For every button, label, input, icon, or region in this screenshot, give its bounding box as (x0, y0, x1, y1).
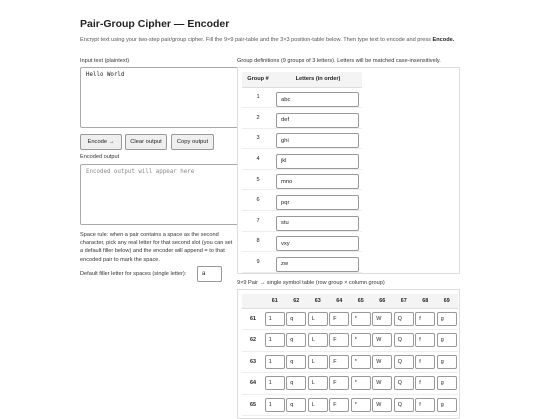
page-title: Pair-Group Cipher — Encoder (80, 18, 230, 30)
pair-symbol-input[interactable] (415, 333, 435, 347)
pair-symbol-input[interactable] (351, 312, 371, 326)
pair-symbol-input[interactable] (286, 312, 306, 326)
groups-table (242, 72, 362, 273)
pair-cell (415, 351, 437, 373)
pair-symbol-input[interactable] (329, 333, 349, 347)
pair-symbol-input[interactable] (437, 355, 457, 369)
pair-symbol-input[interactable] (351, 333, 371, 347)
intro-bold: Encode. (432, 37, 455, 43)
pair-symbol-input[interactable] (308, 355, 328, 369)
group-number: 5 (242, 169, 274, 190)
pair-symbol-input[interactable] (415, 355, 435, 369)
pair-symbol-input[interactable] (265, 333, 285, 347)
pair-symbol-input[interactable] (329, 376, 349, 390)
pair-cell (350, 373, 372, 395)
filler-letter-input[interactable] (197, 266, 222, 282)
pair-cell (415, 308, 437, 330)
pair-body (242, 308, 458, 416)
pair-cell (436, 330, 458, 352)
group-letters-cell (274, 190, 362, 211)
pair-cell (329, 330, 351, 352)
group-row (242, 108, 362, 129)
pair-symbol-input[interactable] (394, 355, 414, 369)
pair-symbol-input[interactable] (308, 333, 328, 347)
pair-column-header: 65 (350, 294, 372, 308)
pair-column-header: 66 (372, 294, 394, 308)
pair-row-header: 61 (242, 308, 264, 330)
pair-cell (350, 330, 372, 352)
group-letters-input[interactable] (276, 92, 359, 107)
pair-table-panel (237, 289, 460, 419)
pair-cell (436, 308, 458, 330)
pair-cell (264, 330, 286, 352)
pair-symbol-input[interactable] (286, 333, 306, 347)
pair-row-header: 62 (242, 330, 264, 352)
pair-row-header: 64 (242, 373, 264, 395)
pair-symbol-input[interactable] (351, 376, 371, 390)
pair-symbol-input[interactable] (415, 376, 435, 390)
pair-cell (372, 330, 394, 352)
pair-symbol-input[interactable] (372, 355, 392, 369)
pair-cell (264, 373, 286, 395)
pair-cell (393, 373, 415, 395)
pair-symbol-input[interactable] (286, 355, 306, 369)
pair-symbol-input[interactable] (372, 312, 392, 326)
pair-cell (329, 351, 351, 373)
group-letters-input[interactable] (276, 174, 359, 189)
pair-cell (329, 308, 351, 330)
pair-row-header: 63 (242, 351, 264, 373)
pair-cell (436, 351, 458, 373)
group-number: 3 (242, 128, 274, 149)
group-letters-cell (274, 169, 362, 190)
filler-label: Default filler letter for spaces (single letter): (80, 271, 187, 277)
pair-symbol-input[interactable] (394, 312, 414, 326)
group-letters-cell (274, 149, 362, 170)
group-number: 7 (242, 211, 274, 232)
group-letters-input[interactable] (276, 133, 359, 148)
pair-cell (286, 351, 308, 373)
pair-column-header: 68 (415, 294, 437, 308)
groups-header-letters: Letters (in order) (274, 72, 362, 87)
groups-body (242, 87, 362, 272)
pair-cell (372, 308, 394, 330)
pair-symbol-input[interactable] (308, 376, 328, 390)
pair-symbol-input[interactable] (394, 376, 414, 390)
pair-cell (264, 308, 286, 330)
group-row (242, 128, 362, 149)
group-letters-cell (274, 128, 362, 149)
encode-button[interactable]: Encode → (80, 134, 122, 150)
pair-symbol-input[interactable] (437, 333, 457, 347)
pair-table-label: 9×9 Pair → single symbol table (row group × column group) (237, 280, 385, 286)
pair-cell (286, 308, 308, 330)
pair-cell (307, 373, 329, 395)
pair-cell (350, 351, 372, 373)
pair-row (242, 330, 458, 352)
group-row (242, 190, 362, 211)
group-number: 2 (242, 108, 274, 129)
plaintext-input[interactable] (80, 67, 239, 128)
group-letters-input[interactable] (276, 216, 359, 231)
group-row (242, 211, 362, 232)
pair-header-row (242, 294, 458, 308)
group-number: 4 (242, 149, 274, 170)
pair-symbol-input[interactable] (308, 312, 328, 326)
pair-symbol-input[interactable] (265, 376, 285, 390)
copy-output-button[interactable]: Copy output (171, 134, 214, 150)
pair-column-header: 61 (264, 294, 286, 308)
output-label: Encoded output (80, 154, 120, 160)
input-label: Input text (plaintext) (80, 58, 130, 64)
intro-text (80, 36, 460, 44)
group-letters-input[interactable] (276, 113, 359, 128)
group-letters-input[interactable] (276, 257, 359, 272)
group-letters-cell (274, 87, 362, 108)
pair-row (242, 373, 458, 395)
pair-symbol-input[interactable] (415, 312, 435, 326)
intro-body: Encrypt text using your two-step pair/group cipher. Fill the 9×9 pair-table and the 3×3 position-table below. Then type text to encode and press (80, 37, 433, 43)
pair-symbol-input[interactable] (372, 376, 392, 390)
group-letters-input[interactable] (276, 154, 359, 169)
pair-column-header: 62 (286, 294, 308, 308)
pair-symbol-input[interactable] (265, 355, 285, 369)
pair-symbol-input[interactable] (265, 312, 285, 326)
group-number: 8 (242, 231, 274, 252)
pair-cell (350, 308, 372, 330)
pair-cell (286, 330, 308, 352)
group-letters-input[interactable] (276, 195, 359, 210)
pair-symbol-input[interactable] (394, 333, 414, 347)
pair-cell (329, 373, 351, 395)
pair-cell (393, 308, 415, 330)
space-rule-text: Space rule: when a pair contains a space as the second character, pick any real letter for that second slot (you can set a default filler below) and the encoder will append = to that encoded pair to mark the space. (80, 232, 233, 263)
pair-symbol-input[interactable] (329, 312, 349, 326)
group-row (242, 169, 362, 190)
group-number: 6 (242, 190, 274, 211)
pair-header-corner (242, 294, 264, 308)
group-letters-cell (274, 108, 362, 129)
pair-cell (372, 373, 394, 395)
group-row (242, 87, 362, 108)
pair-cell (286, 373, 308, 395)
pair-cell (393, 330, 415, 352)
pair-symbol-input[interactable] (329, 355, 349, 369)
group-row (242, 252, 362, 273)
pair-cell (264, 351, 286, 373)
groups-header-row (242, 72, 362, 87)
pair-cell (307, 308, 329, 330)
pair-symbol-input[interactable] (372, 333, 392, 347)
pair-column-header: 67 (393, 294, 415, 308)
pair-symbol-input[interactable] (437, 376, 457, 390)
pair-cell (415, 330, 437, 352)
pair-table (242, 294, 458, 416)
pair-cell (372, 351, 394, 373)
groups-label: Group definitions (9 groups of 3 letters). Letters will be matched case-insensitively. (237, 58, 441, 64)
group-number: 9 (242, 252, 274, 273)
pair-cell (436, 373, 458, 395)
pair-column-header: 69 (436, 294, 458, 308)
pair-column-header: 63 (307, 294, 329, 308)
pair-column-header: 64 (329, 294, 351, 308)
pair-cell (415, 373, 437, 395)
groups-header-num: Group # (242, 72, 274, 87)
pair-row (242, 351, 458, 373)
group-row (242, 149, 362, 170)
pair-cell (307, 330, 329, 352)
pair-symbol-input[interactable] (437, 312, 457, 326)
encoded-output[interactable] (80, 164, 239, 225)
pair-cell (307, 351, 329, 373)
clear-output-button[interactable]: Clear output (125, 134, 167, 150)
group-letters-cell (274, 252, 362, 273)
group-letters-cell (274, 231, 362, 252)
groups-panel (237, 67, 460, 274)
group-letters-cell (274, 211, 362, 232)
pair-row (242, 308, 458, 330)
pair-symbol-input[interactable] (286, 376, 306, 390)
group-row (242, 231, 362, 252)
group-letters-input[interactable] (276, 236, 359, 251)
pair-symbol-input[interactable] (351, 355, 371, 369)
pair-row-header: 65 (242, 394, 264, 416)
pair-cell (393, 351, 415, 373)
group-number: 1 (242, 87, 274, 108)
